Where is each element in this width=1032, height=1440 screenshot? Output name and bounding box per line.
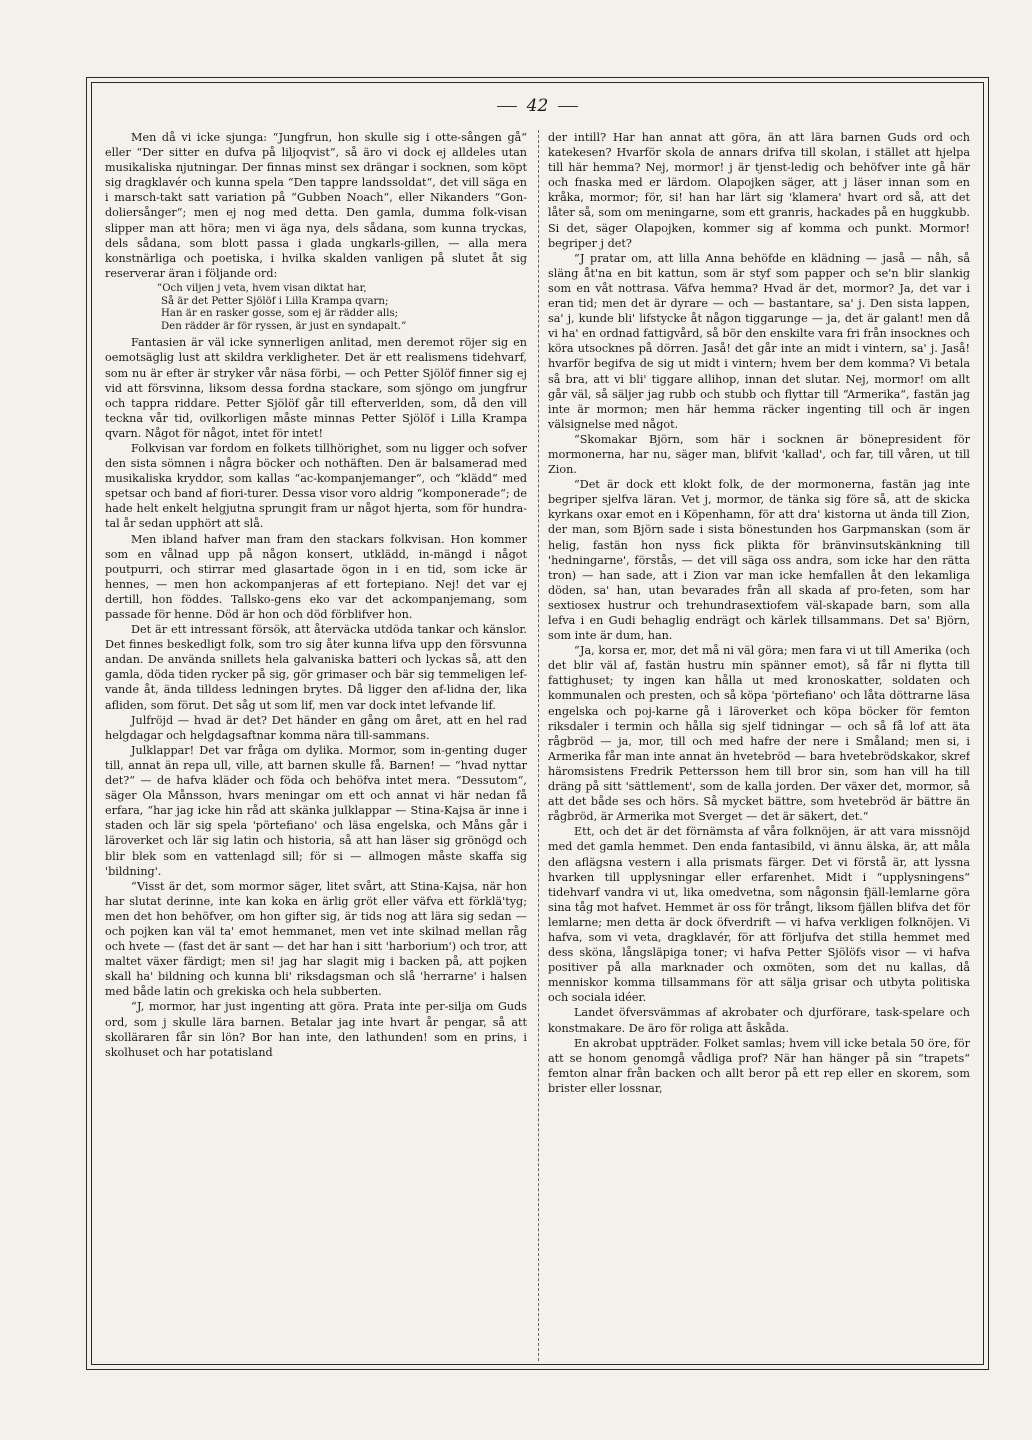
right-paragraph-1: der intill? Har han annat att göra, än att lära barnen Guds ord och katekesen? Hvarför skola de annars drifva till skolan, i stället att hjelpa till här hemma? Nej, mormor! j är tjenst-ledig och behöfver inte gå här och fnaska med er lärdom. Olapojken säger, att j läser innan som en kråka, mormor; för, si! han har lärt sig 'klamera' hvart ord så, att det låter så, som om meningarne, som ett granris, hackades på en huggkubb. Si det, säger Olapojken, kommer sig af komma och punkt. Mormor! begriper j det? [548,131,970,250]
verse-block [157,283,527,333]
verse-line-2: Så är det Petter Sjölöf i Lilla Krampa qvarn; [161,295,389,307]
header-dash-left [497,106,517,107]
left-paragraph-5: Det är ett intressant försök, att återväcka utdöda tankar och känslor. Det finnes beskedligt folk, som tro sig åter kunna lifva upp den försvunna andan. De använda snillets hela galvaniska batteri och lyckas så, att den gamla, döda tiden rycker på sig, gör grimaser och bär sig temmeligen lef-vande åt, ända tilldess ledningen brytes. Då ligger den af-lidna der, lika afliden, som förut. Det såg ut som lif, men var dock intet lefvande lif. [105,623,527,712]
right-column [548,130,970,1361]
verse-line-3: Han är en rasker gosse, som ej är rädder alls; [161,308,399,320]
right-paragraph-2: “J pratar om, att lilla Anna behöfde en klädning — jaså — nåh, så släng åt'na en bit kattun, som är styf som papper och se'n blir slankig som en våt nottrasa. Väfva hemma? Hvad är det, mormor? Ja, det var i eran tid; men det är dyrare — och — bastantare, sa' j. Den sista lappen, sa' j, kunde bli' lifstycke åt någon tiggarunge — ja, det är galant! men då vi ha' en ordnad fattigvård, så bör den enskilte vara fri från insocknes och köra utsocknes på dörren. Jaså! det går inte an midt i vintern, sa' j. Jaså! hvarför begifva de sig ut midt i vintern; hvem ber dem komma? Vi betala så bra, att vi bli' tiggare allihop, innan det slutar. Nej, mormor! om allt går väl, så säljer jag rubb och stubb och flyttar till “Armerika“, fastän jag inte är mormon; men här hemma räcker ingenting till och är ingen välsignelse med något. [548,251,970,431]
left-paragraph-7: Julklappar! Det var fråga om dylika. Mormor, som in-genting duger till, annat än repa ull, ville, att barnen skulle få. Barnen! — “hvad nyttar det?“ — de hafva kläder och föda och behöfva intet mera. “Dessutom“, säger Ola Månsson, hvars meningar om ett och annat vi här nedan få erfara, “har jag icke hin råd att skänka julklappar — Stina-Kajsa är inne i staden och lär sig spela 'pörtefiano' och läsa engelska, och Måns går i läroverket och lär sig latin och historia, så att han läser sig grönögd och blir blek som en vattenlagd sill; för si — allmogen måste skaffa sig 'bildning'. [105,743,527,878]
header-dash-right [558,106,578,107]
right-paragraph-4: “Det är dock ett klokt folk, de der mormonerna, fastän jag inte begriper sjelfva läran. Vet j, mormor, de tänka sig före så, att de skicka kyrkans oxar emot en i Köpenhamn, för att dra' kistorna ut ända till Zion, der man, som Björn sade i sista bönestunden hos Garpmanskan (som är helig, fastän hon nyss fick plikta för bränvinsutskänkning till 'hedningarne', förstås, — det vill säga oss andra, som icke har den rätta tron) — han sade, att i Zion var man icke hemfallen åt den lekamliga döden, sa' han, utan bevarades från all skada af pro-feten, som har sextiosex hustrur och trehundrasextiofem väl-skapade barn, som alla lefva i en Gudi behaglig endrägt och kärlek tillsammans. Det sa' Björn, som inte är dum, han. [548,478,970,643]
left-paragraph-4: Men ibland hafver man fram den stackars folkvisan. Hon kommer som en vålnad upp på någon konsert, utklädd, in-mängd i något poutpurri, och stirrar med glasartade ögon in i en tid, som icke är hennes, — men hon ackompanjeras af ett fortepiano. Nej! det var ej dertill, hon föddes. Tallsko-gens eko var det ackompanjemang, som passade för henne. Död är hon och död förblifver hon. [105,532,527,621]
right-paragraph-7: Landet öfversvämmas af akrobater och djurförare, task-spelare och konstmakare. De äro för roliga att åskåda. [548,1006,970,1035]
right-paragraph-5: “Ja, korsa er, mor, det må ni väl göra; men fara vi ut till Amerika (och det blir väl af, fastän hustru min spänner emot), så får ni flytta till fattighuset; ty ingen kan hålla ut med kronoskatter, soldaten och kommunalen och presten, och så köpa 'pörtefiano' och låta döttrarne läsa engelska och poj-karne gå i läroverket och köpa böcker för femton riksdaler i termin och hålla sig sjelf tidningar — och så få lof att äta rågbröd — ja, mor, till och med hafre der nere i Småland; men si, i Armerika får man inte annat än hvetebröd — bara hvetebrödskakor, skref häromsistens Fredrik Pettersson hem till bror sin, som han vill ha till dräng på sitt 'sättlement', som de kalla jorden. Der växer det, mormor, så att det både ses och hörs. Så mycket bättre, som hvetebröd är bättre än rågbröd, är Armerika mot Sverget — det är säkert, det.“ [548,644,970,824]
verse-line-4: Den rädder är för ryssen, är just en syndapalt.” [161,320,407,332]
right-paragraph-8: En akrobat uppträder. Folket samlas; hvem vill icke betala 50 öre, för att se honom genomgå vådliga prof? När han hänger på sin “trapets“ femton alnar från backen och allt beror på ett rep eller en skorem, som brister eller lossnar, [548,1036,970,1095]
right-paragraph-6: Ett, och det är det förnämsta af våra folknöjen, är att vara missnöjd med det gamla hemmet. Den enda fantasibild, vi ännu älska, är, att måla den aflägsna vestern i alla prismats färger. Det vi förstå är, att lyssna hvarken till upplysningar eller erfarenhet. Midt i “upplysningens“ tidehvarf vandra vi ut, lika omedvetna, som någonsin fjäll-lemlarne göra sina tåg mot hafvet. Hemmet är oss för trångt, liksom fjällen blifva det för lemlarne; men detta är dock öfverdrift — vi hafva verkligen folknöjen. Vi hafva, som vi veta, dragklavér, för att förljufva det stilla hemmet med dess sköna, långsläpiga toner; vi hafva Petter Sjölöfs visor — vi hafva positiver på alla marknader och oxmöten, som det nu kallas, då menniskor komma tillsammans för att sälja grisar och utbyta politiska och sociala idéer. [548,825,970,1005]
page-frame [86,77,989,1370]
column-divider [538,130,539,1361]
page-number-header [87,96,988,116]
left-column [105,130,527,1361]
left-paragraph-1: Men då vi icke sjunga: “Jungfrun, hon skulle sig i otte-sången gå“ eller “Der sitter en dufva på liljoqvist“, så äro vi dock ej alldeles utan musikaliska njutningar. Der finnas minst sex drängar i socknen, som köpt sig dragklavér och kunna spela “Den tappre landssoldat“, det vill säga en i marsch-takt satt variation på “Gubben Noach“, eller Nikanders “Gon-doliersånger“; men ej nog med detta. Den gamla, dumma folk-visan slipper man att höra; men vi äga nya, dels sådana, som kunna tryckas, dels sådana, som blott passa i glada ungkarls-gillen, — alla mera konstnärliga och poetiska, i hvilka skalden vanligen på slutet åt sig reserverar äran i följande ord: [105,131,527,280]
left-paragraph-2: Fantasien är väl icke synnerligen anlitad, men deremot röjer sig en oemotsäglig lust att skildra verkligheter. Det är ett realismens tidehvarf, som nu är efter är stryker vår näsa förbi, — och Petter Sjölöf finner sig ej vid att försvinna, liksom dessa fordna stackare, som sjöngo om jungfrur och tappra riddare. Petter Sjölöf går till efterverlden, som, då den vill teckna vår tid, ovilkorligen måste minnas Petter Sjölöf i Lilla Krampa qvarn. Något för något, intet för intet! [105,336,527,440]
left-paragraph-6: Julfröjd — hvad är det? Det händer en gång om året, att en hel rad helgdagar och helgdagsaftnar komma nära till-sammans. [105,713,527,742]
page-number: 42 [526,96,549,116]
right-paragraph-3: “Skomakar Björn, som här i socknen är bönepresident för mormonerna, har nu, säger man, blifvit 'kallad', och far, till våren, ut till Zion. [548,432,970,477]
verse-line-1: ”Och viljen j veta, hvem visan diktat har, [157,282,367,294]
left-paragraph-3: Folkvisan var fordom en folkets tillhörighet, som nu ligger och sofver den sista sömnen i några böcker och nothäften. Den är balsamerad med musikaliska kryddor, som kallas “ac-kompanjemanger“, och “klädd“ med spetsar och band af fiori-turer. Dessa visor voro aldrig “komponerade“; de hade helt enkelt helgjutna sprungit fram ur något hjerta, som för hundra-tal år sedan upphört att slå. [105,441,527,531]
left-paragraph-8: “Visst är det, som mormor säger, litet svårt, att Stina-Kajsa, när hon har slutat derinne, inte kan koka en ärlig gröt eller väfva ett förklä'tyg; men det hon behöfver, om hon gifter sig, är tids nog att lära sig sedan — och pojken kan väl ta' emot hemmanet, men vet inte skilnad mellan råg och hvete — (fast det är sant — det har han i sitt 'harborium') och tror, att maltet växer färdigt; men si! jag har slagit mig i backen på, att pojken skall ha' bildning och kunna bli' riksdagsman och slå 'herrarne' i halsen med både latin och grekiska och hela subberten. [105,879,527,999]
left-paragraph-9: “J, mormor, har just ingenting att göra. Prata inte per-silja om Guds ord, som j skulle lära barnen. Betalar jag inte hvart år pengar, så att skolläraren får sin lön? Bor han inte, den lathunden! som en prins, i skolhuset och har potatisland [105,1000,527,1059]
